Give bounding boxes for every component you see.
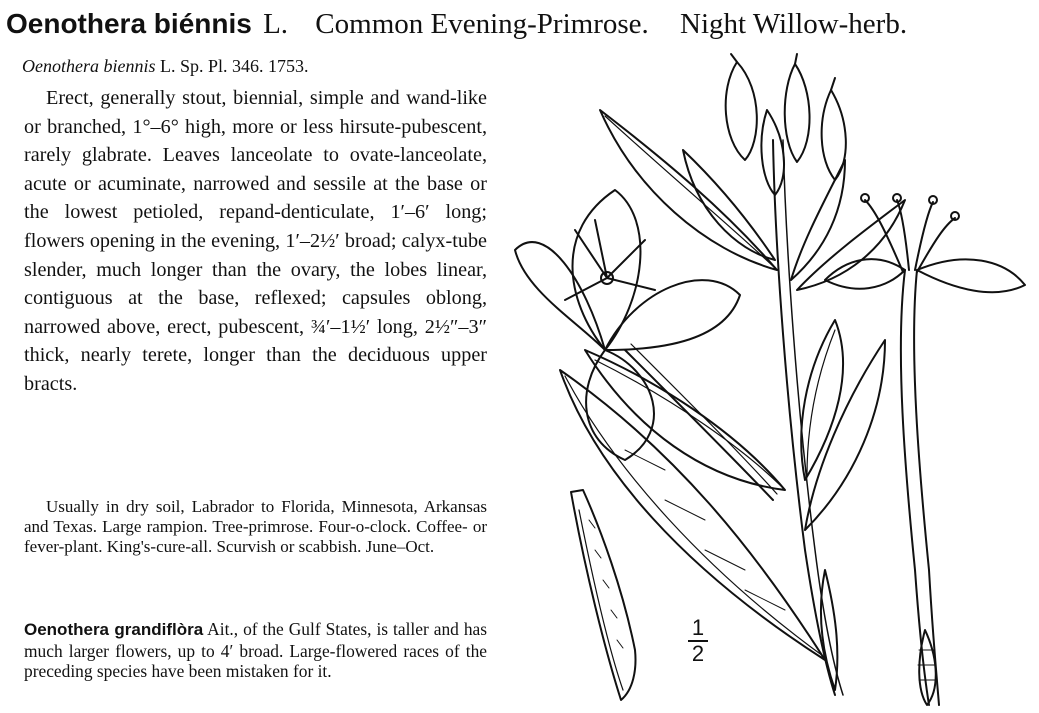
flower-bud (726, 62, 757, 160)
common-name: Common Evening-Primrose. (315, 8, 649, 40)
author-abbreviation: L. (263, 8, 289, 40)
flower-petal (515, 242, 605, 350)
seed-capsule (571, 490, 635, 700)
flower-section-petal (825, 259, 905, 289)
related-species-name: Oenothera grandiflòra (24, 620, 204, 639)
scientific-name: Oenothera biénnis (6, 8, 252, 39)
related-species-paragraph (24, 619, 487, 682)
plant-stem (773, 140, 835, 695)
scale-fraction (684, 616, 712, 666)
leaf (683, 150, 775, 260)
leaf (805, 340, 885, 530)
related-species-text: Ait., of the Gulf States, is taller and has much larger flowers, up to 4′ broad. Large-flowered races of the preceding species have been mistaken for it. (24, 619, 487, 681)
flower-section-petal (917, 259, 1025, 292)
botanical-illustration (505, 50, 1035, 710)
citation-reference: L. Sp. Pl. 346. 1753. (159, 56, 309, 76)
leaf (821, 570, 837, 690)
page-title (6, 6, 1036, 42)
leaf (585, 350, 785, 490)
alternate-common-name: Night Willow-herb. (680, 8, 908, 40)
scale-numerator: 1 (691, 615, 705, 640)
distribution-paragraph: Usually in dry soil, Labrador to Florida, Minnesota, Arkansas and Texas. Large rampion. Tree-primrose. Four-o-clock. Coffee- or fever-plant. King's-cure-all. Scurvish or scabbish. June–Oct. (24, 497, 487, 556)
flower-bud (785, 64, 810, 162)
species-description: Erect, generally stout, biennial, simple and wand-like or branched, 1°–6° high, more or less hirsute-pubescent, rarely glabrate. Leaves lanceolate to ovate-lanceolate, acute or acuminate, narrowed and sessile at the base or the lowest petioled, repand-denticulate, 1′–6′ long; flowers opening in the evening, 1′–2½′ broad; calyx-tube slender, much longer than the ovary, the lobes linear, contiguous at the base, reflexed; capsules oblong, narrowed above, erect, pubescent, ¾′–1½′ long, 2½″–3″ thick, nearly terete, longer than the deciduous upper bracts. (24, 87, 487, 395)
citation-taxon: Oenothera biennis (22, 56, 156, 76)
scale-denominator: 2 (691, 641, 705, 666)
leaf (791, 160, 845, 280)
taxonomic-citation (22, 55, 309, 77)
leaf (797, 200, 905, 290)
flower-petal (573, 190, 641, 350)
